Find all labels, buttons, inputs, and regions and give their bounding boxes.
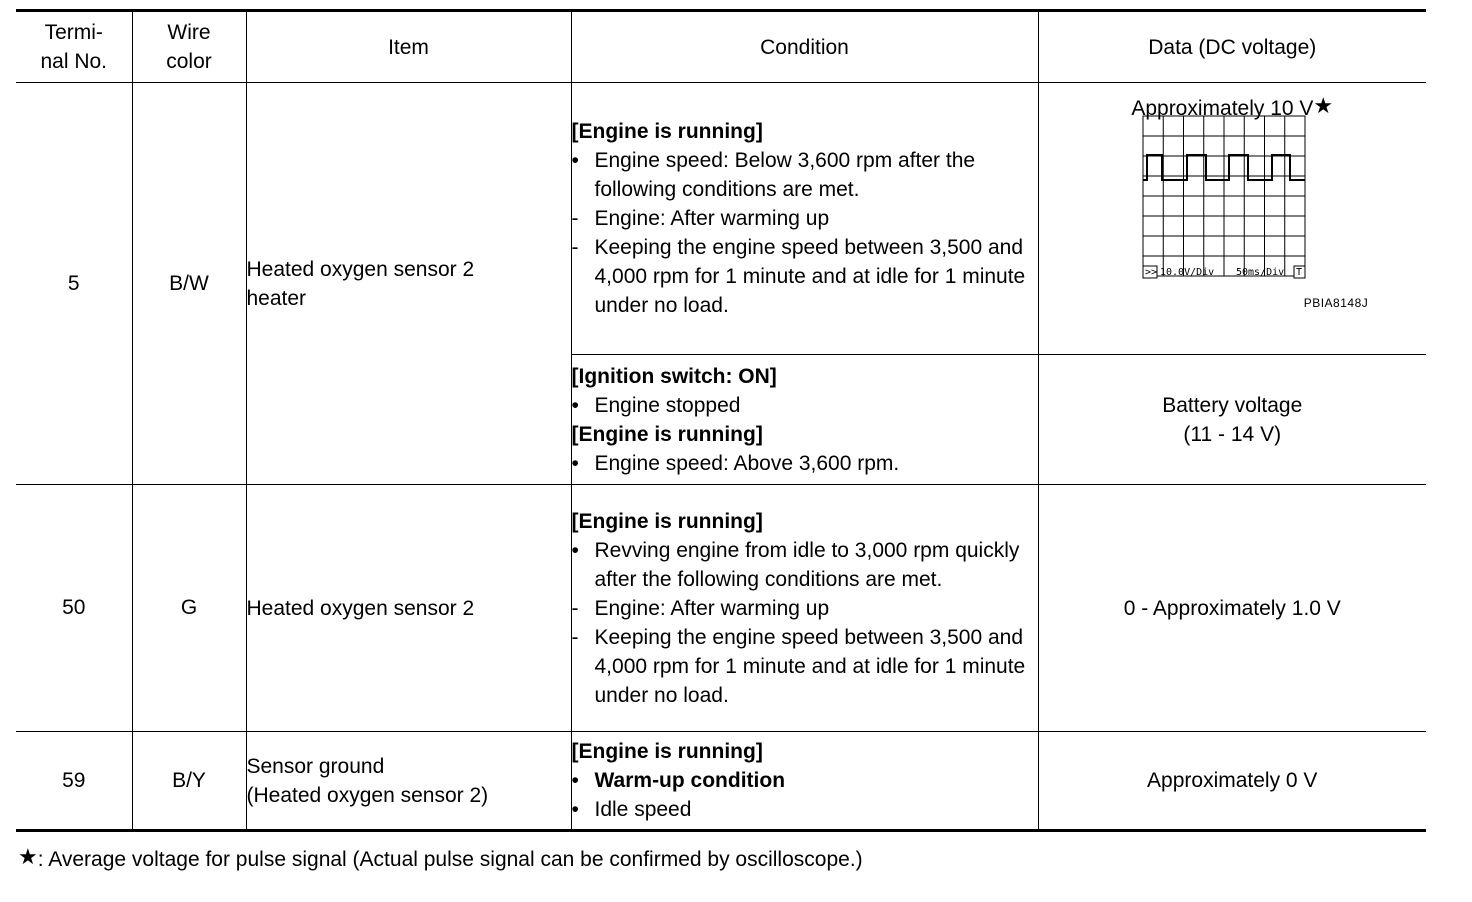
figure-id: PBIA8148J [1303, 296, 1369, 310]
table-row [16, 732, 1426, 831]
condition-heading: [Engine is running] [571, 422, 763, 446]
scope-trigger: T [1296, 267, 1303, 278]
header-condition: Condition [571, 11, 1038, 83]
bullet-text: Warm-up condition [594, 769, 786, 792]
data-value: (11 - 14 V) [1183, 422, 1282, 446]
bullet-text: Keeping the engine speed between 3,500 and 4,000 rpm for 1 minute and at idle for 1 minute under no load. [594, 236, 1026, 317]
condition-cell [571, 355, 1038, 485]
scope-indicator: >> [1145, 267, 1158, 278]
bullet-text: Keeping the engine speed between 3,500 and 4,000 rpm for 1 minute and at idle for 1 minute under no load. [594, 625, 1026, 707]
condition-cell [571, 485, 1038, 732]
condition-bullet [572, 766, 1038, 795]
item-name [246, 485, 571, 732]
scope-grid [1143, 116, 1305, 276]
item-line: Heated oxygen sensor 2 [246, 257, 475, 281]
data-value: 0 - Approximately 1.0 V [1123, 596, 1341, 620]
terminal-number: 50 [16, 485, 132, 732]
terminal-data-table [16, 9, 1426, 832]
bullet-mark: • [571, 149, 579, 172]
condition-cell [571, 83, 1038, 355]
bullet-mark: • [571, 451, 579, 475]
item-line: Sensor ground [246, 754, 385, 778]
header-wire-line1: Wire [167, 21, 211, 44]
wire-color: B/Y [132, 732, 246, 831]
terminal-number: 59 [16, 732, 132, 831]
footnote [18, 846, 863, 872]
terminal-number: 5 [16, 83, 132, 485]
condition-bullet [572, 536, 1038, 594]
item-name [246, 83, 571, 485]
bullet-mark: • [571, 798, 579, 821]
bullet-mark: • [571, 769, 579, 792]
header-wire-color [132, 11, 246, 83]
condition-bullet [572, 146, 1038, 204]
bullet-text: Engine stopped [594, 393, 741, 417]
oscilloscope-waveform [1142, 103, 1308, 285]
condition-bullet [572, 391, 1038, 420]
bullet-mark: • [571, 393, 579, 417]
bullet-mark: - [571, 596, 579, 620]
condition-bullet [572, 795, 1038, 824]
item-name [246, 732, 571, 831]
star-icon: ★ [18, 844, 38, 869]
bullet-mark: - [571, 625, 579, 649]
bullet-mark: • [571, 538, 579, 562]
condition-heading: [Engine is running] [571, 740, 763, 763]
scope-volt-div: 10.0V/Div [1160, 267, 1215, 278]
star-icon: ★ [1313, 93, 1334, 118]
bullet-mark: - [571, 236, 579, 259]
bullet-mark: - [571, 207, 579, 230]
scope-time-div: 50ms/Div [1236, 267, 1285, 278]
header-terminal [16, 11, 132, 83]
header-terminal-line2: nal No. [40, 50, 108, 73]
condition-bullet [572, 594, 1038, 623]
table-row [16, 83, 1426, 355]
wire-color: B/W [132, 83, 246, 485]
bullet-text: Revving engine from idle to 3,000 rpm quickly after the following conditions are met. [594, 538, 1020, 591]
data-cell [1038, 83, 1426, 355]
bullet-text: Engine: After warming up [594, 207, 830, 230]
table-row [16, 485, 1426, 732]
item-line: (Heated oxygen sensor 2) [246, 783, 489, 807]
bullet-text: Engine: After warming up [594, 596, 830, 620]
condition-bullet [572, 204, 1038, 233]
header-item: Item [246, 11, 571, 83]
footnote-text: : Average voltage for pulse signal (Actual pulse signal can be confirmed by oscilloscope.) [37, 848, 863, 871]
bullet-text: Engine speed: Below 3,600 rpm after the following conditions are met. [594, 149, 976, 201]
condition-heading: [Ignition switch: ON] [571, 364, 777, 388]
item-line: Heated oxygen sensor 2 [246, 596, 475, 620]
header-wire-line2: color [166, 50, 212, 73]
bullet-text: Idle speed [594, 798, 692, 821]
condition-cell [571, 732, 1038, 831]
data-value-text: Approximately 10 V [1131, 97, 1314, 120]
header-terminal-line1: Termi- [44, 21, 103, 44]
data-value: Approximately 0 V [1147, 769, 1318, 792]
condition-bullet [572, 233, 1038, 320]
condition-heading: [Engine is running] [571, 120, 763, 143]
condition-bullet [572, 449, 1038, 478]
bullet-text: Engine speed: Above 3,600 rpm. [594, 451, 900, 475]
wire-color: G [132, 485, 246, 732]
oscilloscope-figure [1102, 83, 1369, 310]
data-value: Battery voltage [1162, 393, 1303, 417]
header-data: Data (DC voltage) [1038, 11, 1426, 83]
data-cell [1038, 485, 1426, 732]
data-cell [1038, 732, 1426, 831]
condition-heading: [Engine is running] [571, 509, 763, 533]
item-line: heater [246, 286, 307, 310]
table-header-row [16, 11, 1426, 83]
condition-bullet [572, 623, 1038, 710]
data-cell [1038, 355, 1426, 485]
